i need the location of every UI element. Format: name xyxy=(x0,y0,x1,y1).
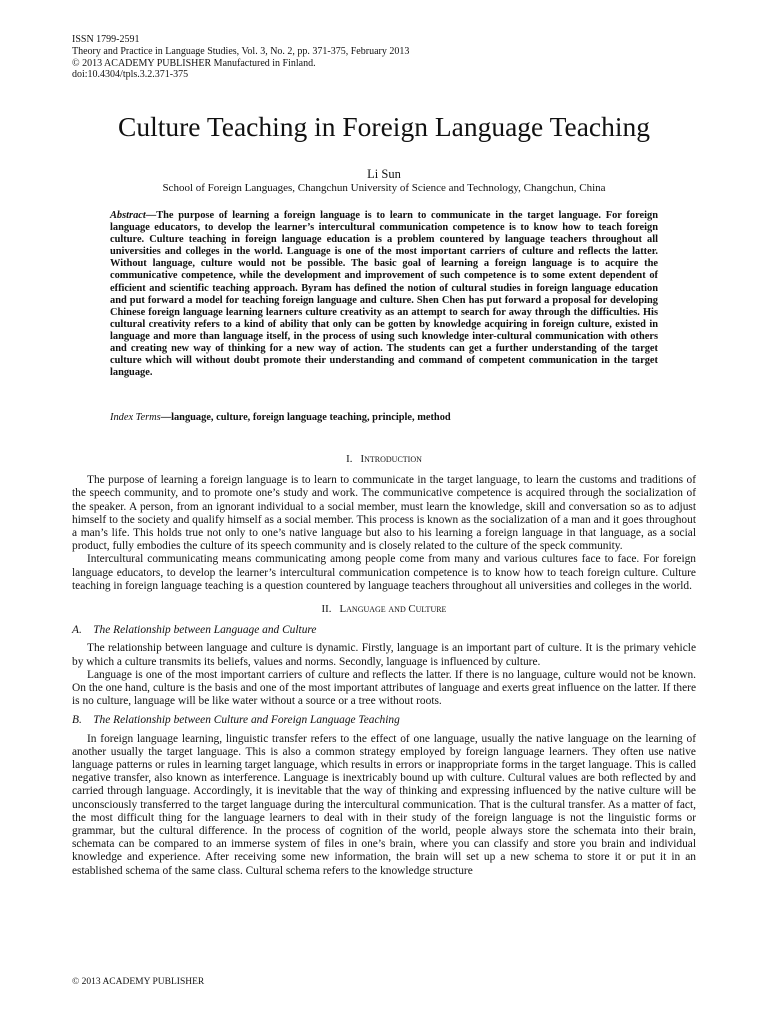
journal-citation: Theory and Practice in Language Studies, Vol. 3, No. 2, pp. 371-375, February 2013 xyxy=(72,45,410,57)
paragraph: The purpose of learning a foreign language is to learn to communicate in the target language, to learn the customs and traditions of the speech community, and to promote one’s study and work. The communicative competence is acquired through the socialization of the speaker. A person, from an ignorant individual to a social member, must learn the knowledge, skill and conversation so as to adjust himself to the society and qualify himself as a social member. This process is known as the socialization of a man and it goes throughout a man’s life. This holds true not only to one’s native language but also to his learning a foreign language in that language, as a social product, fully embodies the culture of its speech community and is closely related to the culture of the speck community. xyxy=(72,474,696,553)
paper-body xyxy=(72,453,696,878)
abstract-text: —The purpose of learning a foreign language is to learn to communicate in the target language. For foreign language educators, to develop the learner’s intercultural communication competence is to know how to teach foreign culture. Culture teaching in foreign language education is a problem countered by language teachers throughout all universities and colleges in the world. Language is one of the most important carriers of culture and reflects the latter. Without language, culture would not be possible. The basic goal of learning a foreign language is to acquire the communicative competence, while the development and improvement of such competence is to some extent dependent of efficient and scientific teaching approach. Byram has defined the notion of cultural studies in foreign language education and put forward a model for teaching foreign language and culture. Shen Chen has put forward a proposal for developing Chinese foreign language learning learners culture creativity as an attempt to search for away through the difficulties. His cultural creativity refers to a kind of ability that only can be gotten by knowledge acquiring in foreign culture, existed in language and more than language itself, in the process of using such knowledge inter-cultural communication with others and creating new way of thinking for a new way of action. The students can get a further understanding of the target culture which will without doubt promote their understanding and command of competent communication in the target language. xyxy=(110,210,658,379)
journal-header xyxy=(72,34,409,81)
section-title: Language and Culture xyxy=(339,603,447,616)
doi: doi:10.4304/tpls.3.2.371-375 xyxy=(72,69,189,81)
section-number: II. xyxy=(321,603,332,616)
index-terms-text: —language, culture, foreign language teaching, principle, method xyxy=(160,412,451,423)
section-number: I. xyxy=(346,453,353,465)
page-footer: © 2013 ACADEMY PUBLISHER xyxy=(72,977,205,987)
paragraph: Language is one of the most important carriers of culture and reflects the latter. If there is no language, culture would not be known. On the one hand, culture is the basis and one of the most important attributes of language and exerts great influence on the latter. If there is no culture, language will be like water without a source or a tree without roots. xyxy=(72,668,696,708)
index-terms xyxy=(110,412,658,423)
abstract xyxy=(110,210,658,379)
paragraph: In foreign language learning, linguistic transfer refers to the effect of one language, usually the native language on the learning of another usually the target language. This is also a common strategy employed by foreign language learners. They often use native language patterns or rules in learning target language, which results in errors or inappropriate forms in the target language. This is called negative transfer, also known as interference. Language is inextricably bound up with culture. Cultural values are both reflected by and carried through language. Accordingly, it is inevitable that the way of thinking and expressing influenced by the native culture will be unconsciously transferred to the target language during the intercultural communication. That is the cultural transfer. As a matter of fact, the most difficult thing for the language learners to deal with in their study of the foreign language is not the linguistic forms or grammar, but the cultural difference. In the process of cognition of the world, people always store the schemata into their brain, schemata can be compared to an immerse system of files in one’s brain, where you can classify and store you brain and individual knowledge and experience. After receiving some new information, the brain will set up a new schema to store it or put it in an established schema of the same class. Cultural schema refers to the knowledge structure xyxy=(72,732,696,877)
paper-title: Culture Teaching in Foreign Language Teaching xyxy=(118,111,650,142)
author-name: Li Sun xyxy=(367,167,401,181)
paragraph: The relationship between language and culture is dynamic. Firstly, language is an important part of culture. It is the primary vehicle by which a culture transmits its beliefs, values and norms. Secondly, language is influenced by culture. xyxy=(72,642,696,668)
issn: ISSN 1799-2591 xyxy=(72,34,140,45)
paragraph: Intercultural communicating means communicating among people come from many and various cultures face to face. For foreign language educators, to develop the learner’s intercultural communication competence is to know how to teach foreign culture. Culture teaching in foreign language teaching is a question countered by language teachers throughout all universities and colleges in the world. xyxy=(72,553,696,592)
section-heading-introduction xyxy=(72,453,696,466)
subsection-heading-b xyxy=(72,714,696,727)
subsection-label: B. xyxy=(72,714,82,727)
subsection-heading-a xyxy=(72,624,696,637)
abstract-label: Abstract xyxy=(110,210,146,221)
subsection-title: The Relationship between Culture and Foreign Language Teaching xyxy=(93,714,400,727)
subsection-title: The Relationship between Language and Culture xyxy=(93,624,317,637)
author-affiliation: School of Foreign Languages, Changchun University of Science and Technology, Changchun, China xyxy=(162,182,606,194)
copyright-line: © 2013 ACADEMY PUBLISHER Manufactured in Finland. xyxy=(72,57,316,69)
index-terms-label: Index Terms xyxy=(110,412,161,423)
section-title: Introduction xyxy=(360,453,422,465)
section-heading-language-and-culture xyxy=(72,603,696,616)
subsection-label: A. xyxy=(72,624,82,637)
